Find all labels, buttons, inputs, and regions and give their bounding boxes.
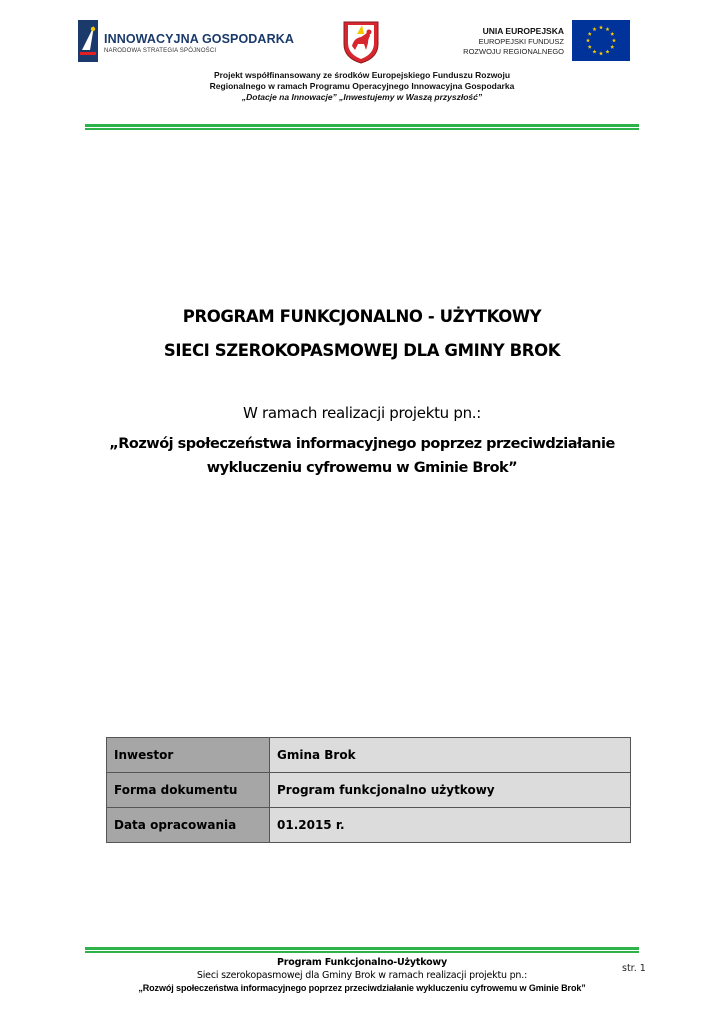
footer-line-3: „Rozwój społeczeństwa informacyjnego poprzez przeciwdziałanie wykluczeniu cyfrowemu w Gminie Brok” (138, 983, 586, 993)
info-label-document-form: Forma dokumentu (107, 773, 270, 808)
info-label-investor: Inwestor (107, 738, 270, 773)
innowacyjna-gospodarka-logo (78, 20, 294, 64)
table-row (107, 808, 631, 843)
project-name-line-1: „Rozwój społeczeństwa informacyjnego poprzez przeciwdziałanie (109, 436, 615, 452)
info-value-investor: Gmina Brok (270, 738, 631, 773)
table-row (107, 773, 631, 808)
eu-flag-icon (572, 20, 630, 61)
info-value-date: 01.2015 r. (270, 808, 631, 843)
page-number: str. 1 (622, 963, 646, 974)
document-info-table (106, 737, 631, 843)
coat-of-arms-icon (342, 20, 380, 64)
eu-fund-text (463, 26, 564, 57)
header-divider (85, 124, 639, 130)
ig-logo-subtitle: NARODOWA STRATEGIA SPÓJNOŚCI (104, 48, 217, 54)
info-label-date: Data opracowania (107, 808, 270, 843)
cofinancing-line-1: Projekt współfinansowany ze środków Europejskiego Funduszu Rozwoju (213, 70, 511, 80)
project-name (0, 432, 724, 480)
info-value-document-form: Program funkcjonalno użytkowy (270, 773, 631, 808)
footer-divider (85, 947, 639, 953)
footer-line-1: Program Funkcjonalno-Użytkowy (277, 957, 447, 968)
cofinancing-line-3: „Dotacje na Innowacje” „Inwestujemy w Waszą przyszłość” (241, 92, 483, 102)
ig-logo-title: INNOWACYJNA GOSPODARKA (104, 32, 294, 46)
eu-flag-logo (572, 20, 630, 61)
table-row (107, 738, 631, 773)
ig-logo-mark-icon (78, 20, 98, 62)
coat-of-arms-logo (342, 20, 380, 64)
eu-fund-label: EUROPEJSKI FUNDUSZ (478, 37, 564, 46)
eu-label: UNIA EUROPEJSKA (482, 26, 564, 36)
eu-fund-label-2: ROZWOJU REGIONALNEGO (463, 47, 564, 56)
document-title-line-1: PROGRAM FUNKCJONALNO - UŻYTKOWY (182, 307, 542, 326)
cofinancing-line-2: Regionalnego w ramach Programu Operacyjnego Innowacyjna Gospodarka (209, 81, 515, 91)
document-title-line-2: SIECI SZEROKOPASMOWEJ DLA GMINY BROK (163, 341, 561, 360)
footer-line-2: Sieci szerokopasmowej dla Gminy Brok w ramach realizacji projektu pn.: (196, 970, 528, 981)
cofinancing-note (0, 70, 724, 103)
page-footer (0, 956, 724, 995)
project-name-line-2: wykluczeniu cyfrowemu w Gminie Brok” (206, 460, 518, 476)
project-intro: W ramach realizacji projektu pn.: (242, 404, 482, 422)
